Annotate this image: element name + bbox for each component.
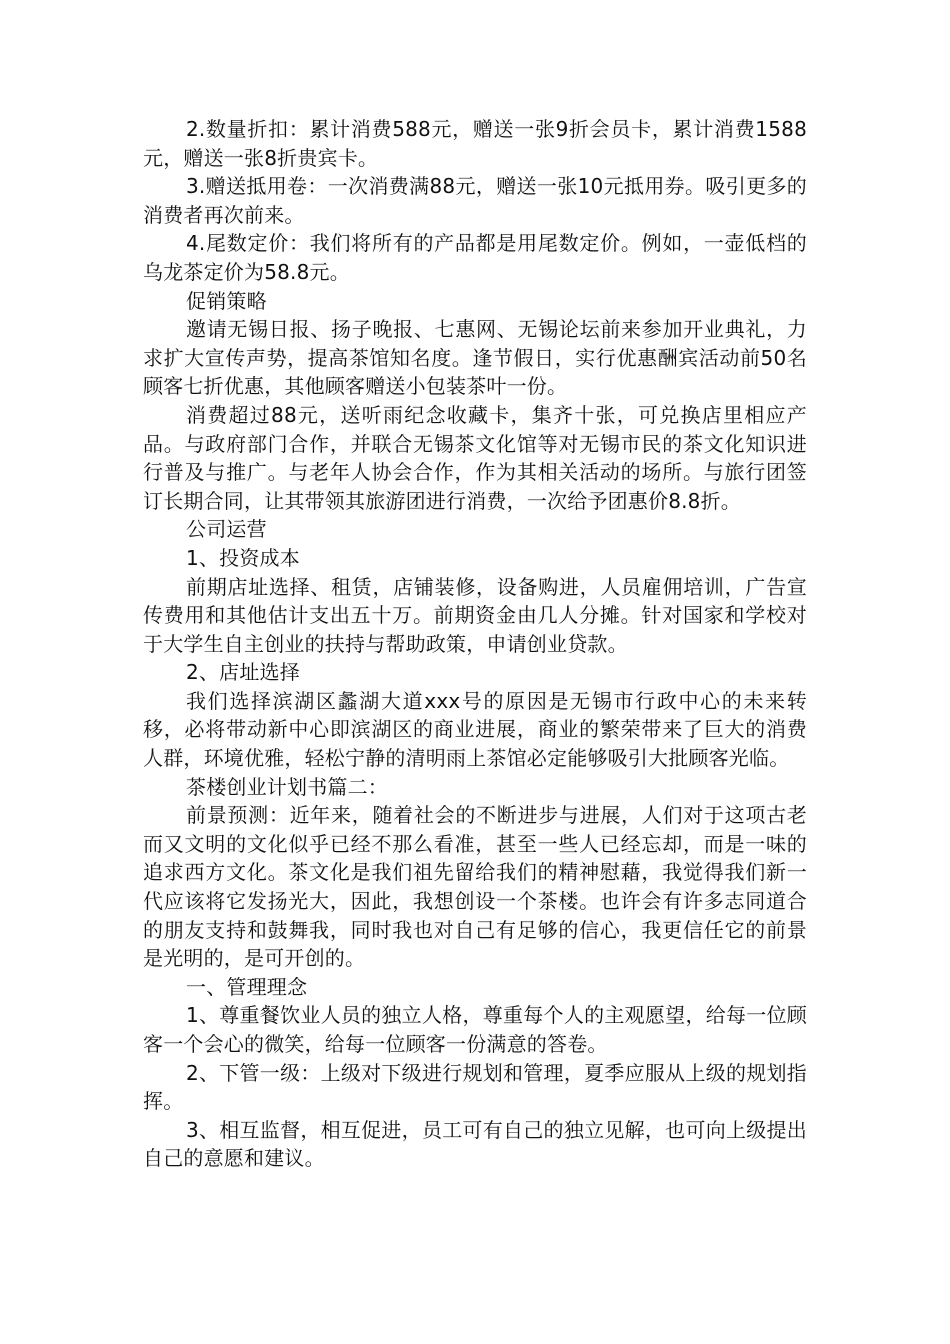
heading-site-selection: 2、店址选择 — [186, 660, 300, 685]
paragraph-collection-card: 消费超过88元，送听雨纪念收藏卡，集齐十张，可兑换店里相应产品。与政府部门合作，并联合无锡茶文化馆等对无锡市民的茶文化知识进行普及与推广。与老年人协会合作，作为其相关活动的场所。与旅行团签订长期合同，让其带领其旅游团进行消费，一次给予团惠价8.8折。 — [143, 402, 807, 513]
paragraph-respect-staff: 1、尊重餐饮业人员的独立人格，尊重每个人的主观愿望，给每一位顾客一个会心的微笑，给每一位顾客一份满意的答卷。 — [143, 1003, 807, 1056]
document-page — [143, 115, 807, 1173]
heading-promotion-strategy: 促销策略 — [186, 288, 267, 313]
heading-plan-part-two: 茶楼创业计划书篇二： — [186, 774, 388, 799]
paragraph-voucher: 3.赠送抵用卷：一次消费满88元，赠送一张10元抵用券。吸引更多的消费者再次前来。 — [143, 174, 807, 227]
paragraph-site-selection: 我们选择滨湖区蠡湖大道xxx号的原因是无锡市行政中心的未来转移，必将带动新中心即滨湖区的商业进展，商业的繁荣带来了巨大的消费人群，环境优雅，轻松宁静的清明雨上茶馆必定能够吸引大批顾客光临。 — [143, 688, 807, 771]
paragraph-outlook: 前景预测：近年来，随着社会的不断进步与进展，人们对于这项古老而又文明的文化似乎已经不那么看准，甚至一些人已经忘却，而是一味的追求西方文化。茶文化是我们祖先留给我们的精神慰藉，我觉得我们新一代应该将它发扬光大，因此，我想创设一个茶楼。也许会有许多志同道合的朋友支持和鼓舞我，同时我也对自己有足够的信心，我更信任它的前景是光明的，是可开创的。 — [143, 803, 807, 971]
heading-company-operations: 公司运营 — [186, 517, 267, 542]
heading-investment-cost: 1、投资成本 — [186, 545, 300, 570]
paragraph-mutual-supervision: 3、相互监督，相互促进，员工可有自己的独立见解，也可向上级提出自己的意愿和建议。 — [143, 1117, 807, 1171]
heading-management-philosophy: 一、管理理念 — [186, 974, 308, 999]
paragraph-odd-pricing: 4.尾数定价：我们将所有的产品都是用尾数定价。例如，一壶低档的乌龙茶定价为58.8元。 — [143, 231, 807, 284]
paragraph-management-level: 2、下管一级：上级对下级进行规划和管理，夏季应服从上级的规划指挥。 — [143, 1060, 807, 1114]
paragraph-investment-cost: 前期店址选择、租赁，店铺装修，设备购进，人员雇佣培训，广告宣传费用和其他估计支出五十万。前期资金由几人分摊。针对国家和学校对于大学生自主创业的扶持与帮助政策，申请创业贷款。 — [143, 574, 807, 656]
paragraph-quantity-discount: 2.数量折扣：累计消费588元，赠送一张9折会员卡，累计消费1588元，赠送一张8折贵宾卡。 — [143, 117, 807, 170]
paragraph-opening-ceremony: 邀请无锡日报、扬子晚报、七惠网、无锡论坛前来参加开业典礼，力求扩大宣传声势，提高茶馆知名度。逢节假日，实行优惠酬宾活动前50名顾客七折优惠，其他顾客赠送小包装茶叶一份。 — [143, 317, 807, 399]
